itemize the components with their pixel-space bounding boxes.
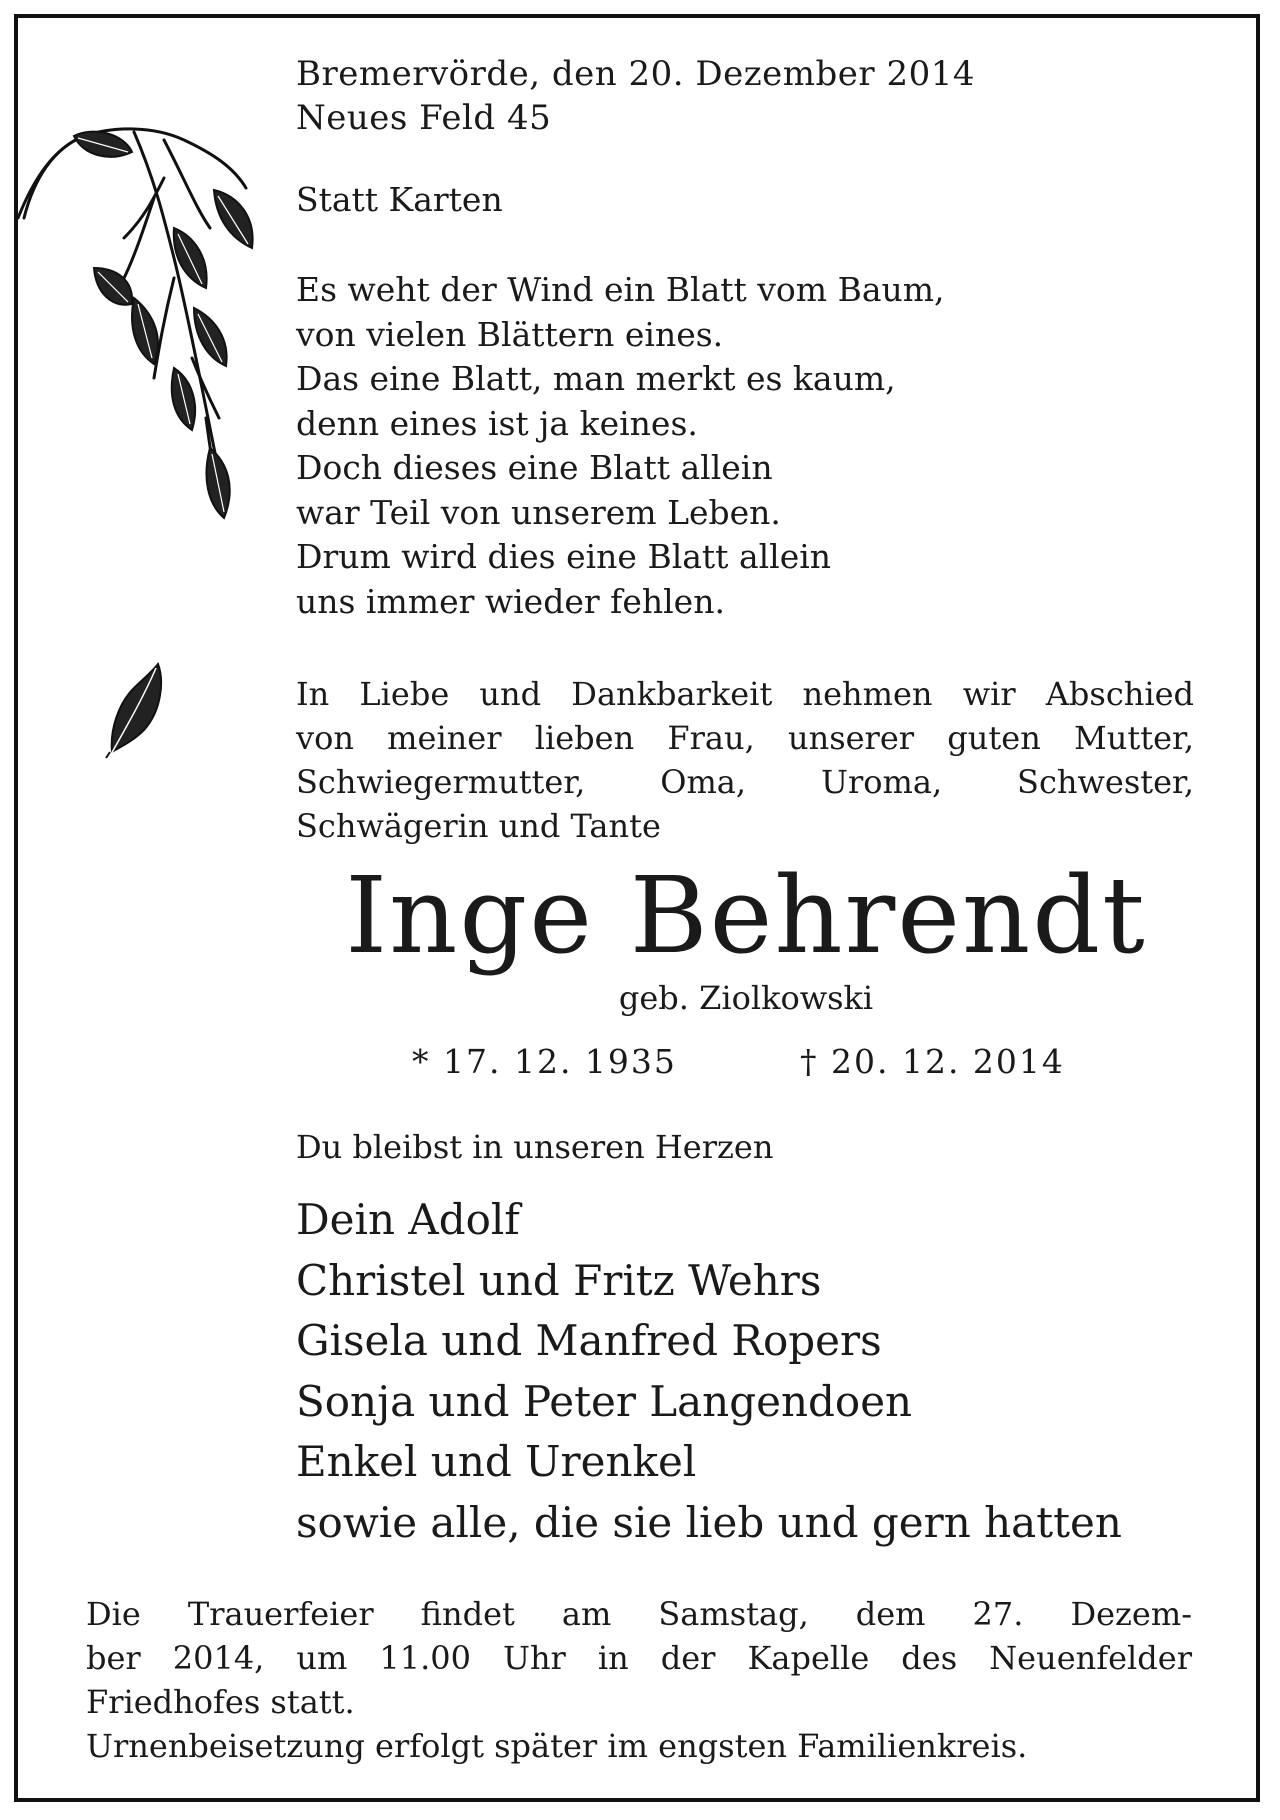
death-date: † 20. 12. 2014 <box>800 1042 1065 1081</box>
funeral-info <box>86 1592 1192 1768</box>
poem-line: Doch dieses eine Blatt allein <box>296 448 773 487</box>
intro-text <box>296 672 1194 848</box>
family-member: Enkel und Urenkel <box>296 1437 697 1486</box>
intro-line: von meiner lieben Frau, unserer guten Mutter, <box>296 719 1194 757</box>
family-member: Gisela und Manfred Ropers <box>296 1316 882 1365</box>
family-member: sowie alle, die sie lieb und gern hatten <box>296 1497 1122 1547</box>
poem-line: Das eine Blatt, man merkt es kaum, <box>296 359 896 398</box>
family-member: Sonja und Peter Langendoen <box>296 1376 913 1426</box>
poem-line: von vielen Blättern eines. <box>296 314 724 354</box>
funeral-line: Die Trauerfeier findet am Samstag, dem 27. Dezem- <box>86 1595 1192 1633</box>
statt-karten: Statt Karten <box>296 180 503 219</box>
falling-leaf-icon <box>104 660 174 760</box>
poem-line: Drum wird dies eine Blatt allein <box>296 537 832 576</box>
header <box>296 52 1196 140</box>
poem-line: Es weht der Wind ein Blatt vom Baum, <box>296 270 945 309</box>
intro-line: In Liebe und Dankbarkeit nehmen wir Abschied <box>296 675 1194 713</box>
funeral-line: Urnenbeisetzung erfolgt später im engsten Familienkreis. <box>86 1727 1028 1765</box>
funeral-line: Friedhofes statt. <box>86 1683 355 1721</box>
deceased-name: Inge Behrendt <box>345 854 1147 977</box>
poem-line: denn eines ist ja keines. <box>296 403 698 443</box>
family-member: Christel und Fritz Wehrs <box>296 1255 822 1305</box>
address: Neues Feld 45 <box>296 98 552 138</box>
closing-phrase: Du bleibst in unseren Herzen <box>296 1128 774 1166</box>
funeral-line: ber 2014, um 11.00 Uhr in der Kapelle des Neuenfelder <box>86 1639 1192 1677</box>
poem-line: uns immer wieder fehlen. <box>296 581 725 621</box>
poem-line: war Teil von unserem Leben. <box>296 492 781 532</box>
poem <box>296 268 1196 624</box>
family-list <box>296 1190 1196 1553</box>
place-date: Bremervörde, den 20. Dezember 2014 <box>296 54 976 94</box>
intro-line: Schwägerin und Tante <box>296 807 661 845</box>
maiden-name: geb. Ziolkowski <box>618 979 874 1017</box>
intro-line: Schwiegermutter, Oma, Uroma, Schwester, <box>296 763 1194 801</box>
birth-date: * 17. 12. 1935 <box>412 1042 677 1081</box>
leaf-branch-icon <box>14 118 264 538</box>
family-member: Dein Adolf <box>296 1195 520 1244</box>
